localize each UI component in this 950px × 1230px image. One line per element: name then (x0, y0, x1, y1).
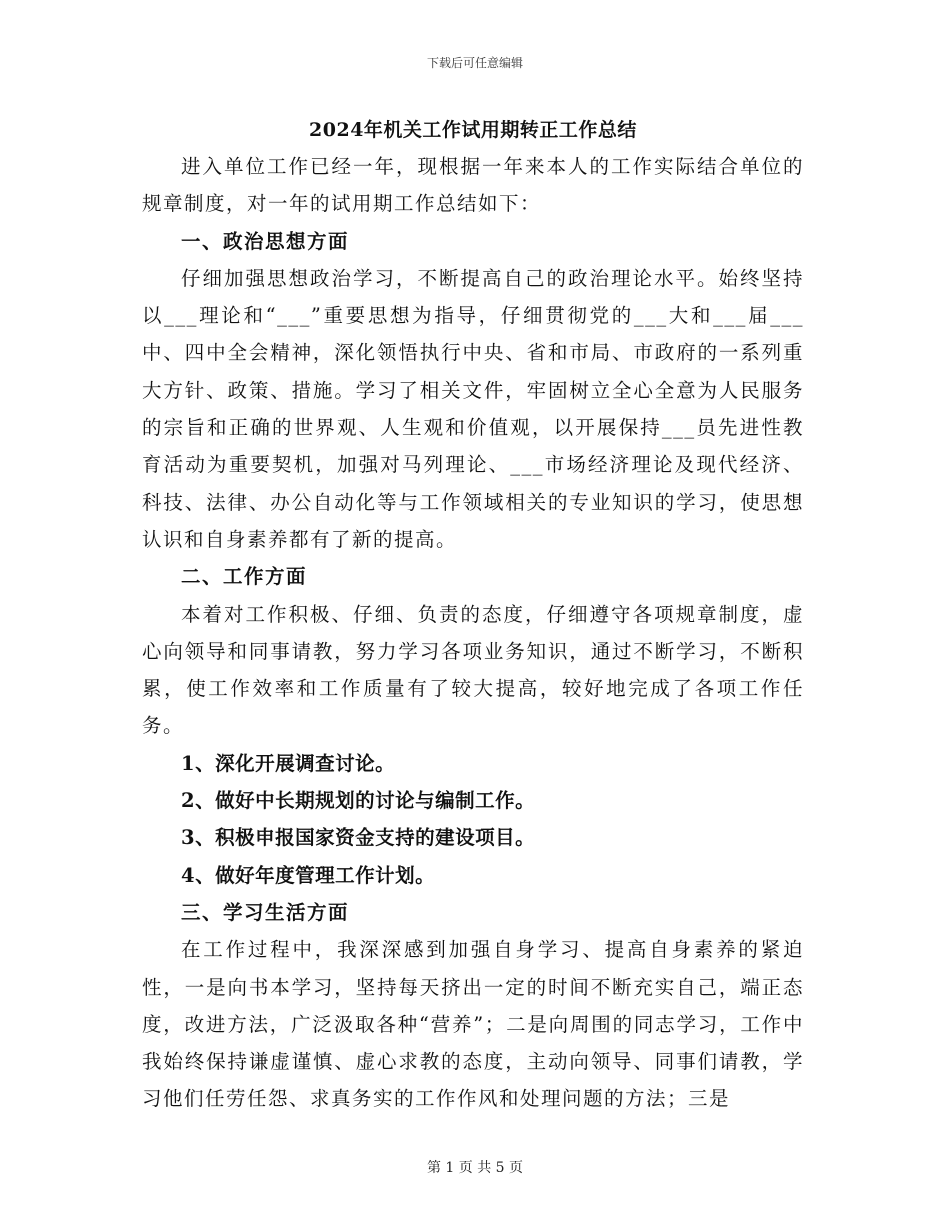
section-paragraph-study: 在工作过程中，我深深感到加强自身学习、提高自身素养的紧迫性，一是向书本学习，坚持每天挤出一定的时间不断充实自己，端正态度，改进方法，广泛汲取各种“营养”；二是向周围的同志学习，工作中我始终保持谦虚谨慎、虚心求教的态度，主动向领导、同事们请教，学习他们任劳任怨、求真务实的工作作风和处理问题的方法；三是 (142, 938, 804, 1111)
section-paragraph-work: 本着对工作积极、仔细、负责的态度，仔细遵守各项规章制度，虚心向领导和同事请教，努力学习各项业务知识，通过不断学习，不断积累，使工作效率和工作质量有了较大提高，较好地完成了各项工作任务。 (142, 602, 804, 738)
work-list-item-2: 2、做好中长期规划的讨论与编制工作。 (181, 789, 536, 813)
section-heading-political: 一、政治思想方面 (181, 229, 350, 253)
page-header: 下载后可任意编辑 (426, 56, 523, 70)
page-footer: 第 1 页 共 5 页 (426, 1160, 524, 1176)
intro-paragraph: 进入单位工作已经一年，现根据一年来本人的工作实际结合单位的规章制度，对一年的试用期工作总结如下： (142, 155, 804, 216)
section-paragraph-political: 仔细加强思想政治学习，不断提高自己的政治理论水平。始终坚持以___理论和“___”重要思想为指导，仔细贯彻党的___大和___届___中、四中全会精神，深化领悟执行中央、省和市局、市政府的一系列重大方针、政策、措施。学习了相关文件，牢固树立全心全意为人民服务的宗旨和正确的世界观、人生观和价值观，以开展保持___员先进性教育活动为重要契机，加强对马列理论、___市场经济理论及现代经济、科技、法律、办公自动化等与工作领域相关的专业知识的学习，使思想认识和自身素养都有了新的提高。 (142, 266, 804, 551)
work-list-item-1: 1、深化开展调查讨论。 (181, 751, 396, 775)
document-title: 2024年机关工作试用期转正工作总结 (309, 119, 637, 141)
section-heading-work: 二、工作方面 (181, 565, 308, 589)
work-list-item-4: 4、做好年度管理工作计划。 (181, 863, 436, 887)
work-list-item-3: 3、积极申报国家资金支持的建设项目。 (181, 826, 536, 850)
document-body (142, 112, 804, 1118)
section-heading-study: 三、学习生活方面 (181, 900, 350, 924)
